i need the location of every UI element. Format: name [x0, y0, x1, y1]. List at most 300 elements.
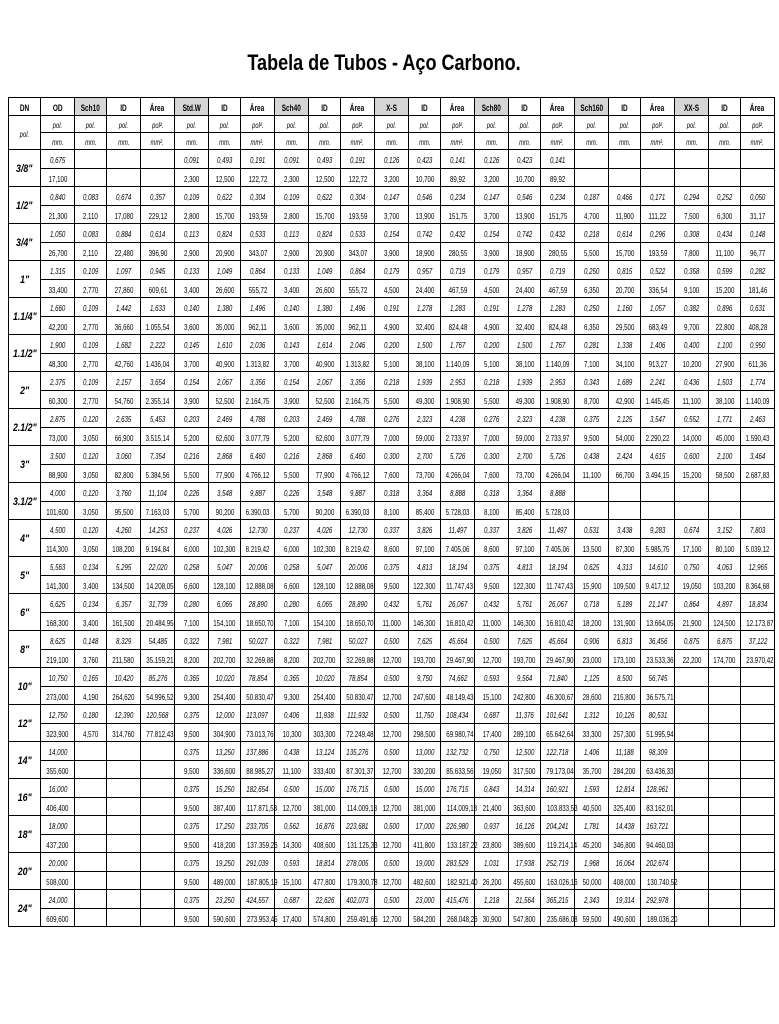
value-cell-text: 0,133	[183, 266, 200, 276]
value-cell-text: 3,364	[416, 488, 433, 498]
value-cell-text: 2,046	[349, 340, 366, 350]
value-cell	[441, 187, 475, 206]
unit-cell	[741, 133, 775, 150]
value-cell-text: 42,760	[114, 358, 133, 369]
value-cell-text: 74,662	[448, 673, 467, 683]
value-cell	[441, 853, 475, 872]
value-cell-text: 193,59	[248, 210, 267, 221]
value-cell	[375, 465, 409, 483]
value-cell	[709, 872, 741, 890]
value-cell-text: 5,100	[483, 358, 500, 369]
value-cell-text: 0,226	[283, 488, 300, 498]
value-cell	[309, 335, 341, 354]
value-cell	[709, 483, 741, 502]
value-cell	[641, 169, 675, 187]
value-cell-text: 17,100	[682, 543, 701, 554]
value-cell	[541, 335, 575, 354]
value-cell-text: 336,600	[213, 765, 236, 776]
unit-cell	[709, 116, 741, 133]
value-cell-text: 555,72	[348, 284, 367, 295]
unit-cell	[475, 116, 509, 133]
value-cell	[475, 150, 509, 169]
value-cell-text: 2,800	[283, 210, 300, 221]
value-cell-text: 15,900	[582, 580, 601, 591]
value-cell-text: 15,100	[482, 691, 501, 702]
value-cell	[209, 705, 241, 724]
value-cell	[209, 724, 241, 742]
value-cell	[209, 187, 241, 206]
value-cell	[541, 298, 575, 317]
value-cell	[75, 354, 107, 372]
value-cell	[575, 705, 609, 724]
value-cell-text: 9,500	[183, 802, 200, 813]
value-cell	[475, 890, 509, 909]
value-cell-text: 15,100	[282, 876, 301, 887]
value-cell-text: 3,464	[749, 451, 766, 461]
value-cell	[375, 890, 409, 909]
value-cell	[575, 650, 609, 668]
value-cell	[641, 224, 675, 243]
value-cell-text: 54,760	[114, 395, 133, 406]
value-cell	[541, 705, 575, 724]
value-cell-text: 3,600	[283, 321, 300, 332]
value-cell	[541, 187, 575, 206]
value-cell-text: 1,160	[616, 303, 633, 313]
value-cell	[275, 317, 309, 335]
value-cell-text: 0,140	[283, 303, 300, 313]
value-cell-text: 2,323	[416, 414, 433, 424]
value-cell-text: 59,000	[515, 432, 534, 443]
value-cell-text: 5,500	[483, 395, 500, 406]
value-cell-text: 3,700	[483, 210, 500, 221]
value-cell-text: 29,500	[615, 321, 634, 332]
value-cell	[107, 483, 141, 502]
value-cell-text: 0,500	[383, 895, 400, 905]
value-cell	[209, 280, 241, 298]
unit-cell	[75, 116, 107, 133]
value-cell	[509, 835, 541, 853]
value-cell	[141, 465, 175, 483]
value-cell	[41, 872, 75, 890]
value-cell-text: 0,120	[82, 488, 99, 498]
value-cell-text: 12,500	[215, 173, 234, 184]
unit-cell-text: mm.	[218, 138, 231, 147]
value-cell	[509, 779, 541, 798]
value-cell	[609, 428, 641, 446]
value-cell-text: 7,354	[149, 451, 166, 461]
value-cell-text: 0,864	[349, 266, 366, 276]
unit-cell	[541, 133, 575, 150]
value-cell-text: 9,887	[249, 488, 266, 498]
value-cell-text: 15,000	[315, 784, 334, 794]
unit-cell	[309, 133, 341, 150]
value-cell-text: 3,826	[516, 525, 533, 535]
value-cell	[609, 169, 641, 187]
value-cell	[209, 576, 241, 594]
value-cell	[141, 520, 175, 539]
value-cell-text: 0,281	[583, 340, 600, 350]
value-cell-text: 15,700	[615, 247, 634, 258]
table-row	[9, 520, 775, 539]
value-cell-text: 1.436,04	[145, 358, 170, 369]
header-cell	[209, 98, 241, 116]
value-cell-text: 3,547	[649, 414, 666, 424]
value-cell	[475, 631, 509, 650]
value-cell	[309, 798, 341, 816]
value-cell	[475, 724, 509, 742]
value-cell-text: 30,900	[482, 913, 501, 924]
value-cell	[107, 298, 141, 317]
value-cell	[175, 761, 209, 779]
dn-cell-text: 3/4"	[16, 237, 33, 249]
value-cell	[209, 872, 241, 890]
value-cell	[107, 169, 141, 187]
value-cell	[309, 576, 341, 594]
value-cell	[641, 409, 675, 428]
value-cell-text: 193,700	[513, 654, 536, 665]
value-cell	[209, 372, 241, 391]
value-cell-text: 3,438	[616, 525, 633, 535]
unit-cell	[275, 116, 309, 133]
unit-cell-text: mm.	[618, 138, 631, 147]
value-cell-text: 609,600	[46, 913, 69, 924]
header-cell	[9, 98, 41, 116]
value-cell	[409, 557, 441, 576]
value-cell	[341, 317, 375, 335]
value-cell-text: 283,529	[446, 858, 469, 868]
unit-cell-text: pol.	[186, 121, 197, 130]
value-cell-text: 10,700	[415, 173, 434, 184]
table-row	[9, 446, 775, 465]
value-cell-text: 3,700	[383, 210, 400, 221]
value-cell-text: 0,147	[383, 192, 400, 202]
value-cell	[75, 890, 107, 909]
value-cell-text: 0,120	[82, 451, 99, 461]
value-cell-text: 0,109	[283, 192, 300, 202]
unit-cell-text: pol.	[219, 121, 230, 130]
value-cell-text: 7,000	[383, 432, 400, 443]
value-cell-text: 4,897	[716, 599, 733, 609]
value-cell-text: 0,191	[483, 303, 500, 313]
value-cell	[709, 354, 741, 372]
unit-cell-text: pol.	[419, 121, 430, 130]
value-cell-text: 10,020	[215, 673, 234, 683]
value-cell	[309, 409, 341, 428]
value-cell	[709, 742, 741, 761]
dn-cell-text: 12"	[17, 718, 32, 730]
value-cell-text: 66,900	[114, 432, 133, 443]
value-cell-text: 1.908,90	[445, 395, 470, 406]
value-cell-text: 12,700	[282, 802, 301, 813]
value-cell	[741, 169, 775, 187]
value-cell-text: 16.810,42	[446, 617, 474, 628]
value-cell	[709, 576, 741, 594]
value-cell	[275, 594, 309, 613]
unit-cell	[175, 133, 209, 150]
value-cell	[241, 372, 275, 391]
dn-cell	[9, 631, 41, 668]
value-cell	[641, 909, 678, 927]
value-cell-text: 280,55	[548, 247, 567, 258]
value-cell-text: 10,420	[114, 673, 133, 683]
dn-cell-text: 16"	[17, 792, 32, 804]
value-cell-text: 11,376	[515, 710, 534, 720]
value-cell-text: 128,961	[646, 784, 669, 794]
value-cell-text: 114,300	[46, 543, 69, 554]
value-cell	[107, 613, 141, 631]
value-cell	[241, 298, 275, 317]
value-cell-text: 20,700	[615, 284, 634, 295]
value-cell-text: 0,280	[283, 599, 300, 609]
value-cell-text: 5,500	[283, 469, 300, 480]
value-cell-text: 32.269,88	[346, 654, 374, 665]
value-cell-text: 0,432	[383, 599, 400, 609]
value-cell	[609, 779, 641, 798]
value-cell-text: 90,200	[315, 506, 334, 517]
value-cell-text: 1.055,54	[145, 321, 170, 332]
table-row	[9, 150, 775, 169]
value-cell-text: 9.194,84	[145, 543, 170, 554]
value-cell-text: 85.633,56	[446, 765, 474, 776]
value-cell-text: 9,500	[383, 580, 400, 591]
unit-cell-text: pol.	[118, 121, 129, 130]
value-cell	[741, 687, 775, 705]
dn-cell	[9, 594, 41, 631]
value-cell	[675, 705, 709, 724]
unit-cell-text: pol.	[586, 121, 597, 130]
unit-cell-text: pol.	[386, 121, 397, 130]
value-cell	[541, 890, 575, 909]
value-cell	[641, 354, 675, 372]
value-cell-text: 0,276	[383, 414, 400, 424]
dn-cell	[9, 446, 41, 483]
value-cell-text: 9,750	[416, 673, 433, 683]
value-cell	[309, 224, 341, 243]
value-cell	[409, 576, 441, 594]
header-cell	[475, 98, 509, 116]
dn-cell-text: 2"	[19, 385, 30, 397]
value-cell	[375, 631, 409, 650]
value-cell	[75, 187, 107, 206]
value-cell-text: 1,049	[316, 266, 333, 276]
table-row	[9, 280, 775, 298]
dn-cell	[9, 298, 41, 335]
value-cell-text: 16.810,42	[546, 617, 574, 628]
value-cell-text: 0,134	[82, 562, 99, 572]
unit-cell	[141, 116, 175, 133]
value-cell-text: 0,200	[483, 340, 500, 350]
value-cell-text: 1,283	[549, 303, 566, 313]
value-cell-text: 113,097	[246, 710, 269, 720]
value-cell-text: 6,300	[716, 210, 733, 221]
value-cell-text: 490,600	[613, 913, 636, 924]
value-cell-text: 11.747,43	[546, 580, 573, 591]
value-cell	[675, 243, 709, 261]
value-cell-text: 3,760	[82, 654, 99, 665]
value-cell	[409, 243, 441, 261]
value-cell	[275, 446, 309, 465]
unit-cell-text: pol.	[619, 121, 630, 130]
value-cell	[475, 391, 509, 409]
value-cell	[441, 317, 475, 335]
value-cell	[441, 335, 475, 354]
value-cell	[375, 594, 409, 613]
header-cell	[709, 98, 741, 116]
value-cell-text: 89,92	[449, 173, 466, 184]
unit-cell-text: mm².	[250, 138, 265, 147]
value-cell	[409, 428, 441, 446]
value-cell	[641, 761, 675, 779]
value-cell	[441, 613, 475, 631]
value-cell-text: 11,104	[148, 488, 167, 498]
value-cell	[541, 391, 575, 409]
value-cell	[441, 502, 475, 520]
value-cell	[175, 724, 209, 742]
value-cell	[209, 298, 241, 317]
value-cell	[41, 650, 75, 668]
value-cell	[475, 705, 509, 724]
value-cell-text: 273.953,45	[246, 913, 278, 924]
value-cell	[709, 372, 741, 391]
value-cell-text: 257,300	[613, 728, 636, 739]
header-cell	[541, 98, 575, 116]
value-cell-text: 23.533,36	[646, 654, 674, 665]
value-cell-text: 609,61	[148, 284, 167, 295]
value-cell	[509, 742, 541, 761]
value-cell-text: 2,700	[416, 451, 433, 461]
value-cell	[75, 687, 107, 705]
value-cell	[541, 613, 575, 631]
value-cell	[675, 668, 709, 687]
value-cell-text: 35,000	[215, 321, 234, 332]
value-cell	[309, 169, 341, 187]
unit-cell	[709, 133, 741, 150]
value-cell	[241, 261, 275, 280]
value-cell-text: 9,283	[649, 525, 666, 535]
value-cell	[609, 631, 641, 650]
value-cell	[107, 687, 141, 705]
value-cell	[375, 428, 409, 446]
value-cell	[609, 705, 641, 724]
value-cell-text: 3,760	[115, 488, 132, 498]
value-cell-text: 82,800	[114, 469, 133, 480]
value-cell-text: 2,100	[716, 451, 733, 461]
value-cell	[609, 520, 641, 539]
value-cell	[209, 539, 241, 557]
value-cell	[541, 798, 578, 816]
value-cell-text: 50,027	[248, 636, 267, 646]
value-cell	[475, 853, 509, 872]
table-row	[9, 298, 775, 317]
value-cell	[475, 520, 509, 539]
value-cell	[41, 557, 75, 576]
value-cell	[275, 354, 309, 372]
value-cell	[309, 705, 341, 724]
value-cell-text: 15,700	[215, 210, 234, 221]
value-cell-text: 2.733,97	[445, 432, 470, 443]
dn-cell	[9, 224, 41, 261]
value-cell	[675, 391, 709, 409]
dn-cell-text: 3.1/2"	[12, 496, 37, 508]
value-cell-text: 408,000	[613, 876, 636, 887]
value-cell-text: 3,900	[183, 395, 200, 406]
header-cell-text: Sch40	[281, 102, 302, 113]
value-cell-text: 0,343	[583, 377, 600, 387]
value-cell-text: 31,17	[749, 210, 766, 221]
value-cell-text: 80,531	[648, 710, 667, 720]
value-cell	[309, 742, 341, 761]
value-cell	[341, 909, 378, 927]
value-cell	[475, 835, 509, 853]
value-cell	[41, 261, 75, 280]
value-cell-text: 1,900	[49, 340, 66, 350]
unit-cell-text: mm.	[585, 138, 598, 147]
value-cell	[741, 465, 775, 483]
unit-cell-text: pol².	[151, 121, 164, 130]
value-cell-text: 3,900	[283, 395, 300, 406]
value-cell-text: 12,730	[348, 525, 367, 535]
value-cell	[575, 853, 609, 872]
value-cell	[575, 354, 609, 372]
value-cell-text: 60,300	[48, 395, 67, 406]
value-cell	[75, 206, 107, 224]
value-cell	[209, 761, 241, 779]
value-cell	[675, 853, 709, 872]
value-cell-text: 3,400	[183, 284, 200, 295]
value-cell-text: 211,580	[112, 654, 135, 665]
value-cell	[409, 687, 441, 705]
value-cell	[575, 502, 609, 520]
value-cell-text: 2,300	[283, 173, 300, 184]
value-cell	[575, 224, 609, 243]
value-cell-text: 40,500	[582, 802, 601, 813]
value-cell	[741, 668, 775, 687]
value-cell	[107, 261, 141, 280]
value-cell-text: 3,700	[183, 358, 200, 369]
value-cell-text: 4.766,12	[345, 469, 370, 480]
value-cell-text: 77,900	[315, 469, 334, 480]
value-cell-text: 962,11	[248, 321, 267, 332]
value-cell-text: 20,000	[48, 858, 67, 868]
value-cell	[675, 650, 709, 668]
value-cell	[475, 816, 509, 835]
table-row	[9, 372, 775, 391]
value-cell	[209, 557, 241, 576]
value-cell	[175, 409, 209, 428]
value-cell-text: 0,322	[183, 636, 200, 646]
value-cell-text: 0,500	[383, 636, 400, 646]
value-cell	[75, 909, 107, 927]
value-cell	[641, 687, 675, 705]
value-cell	[475, 372, 509, 391]
value-cell-text: 0,493	[316, 155, 333, 165]
unit-cell-text: pol².	[651, 121, 664, 130]
value-cell-text: 9,100	[683, 284, 700, 295]
value-cell-text: 8,888	[549, 488, 566, 498]
value-cell	[609, 872, 641, 890]
value-cell	[275, 280, 309, 298]
value-cell	[541, 594, 575, 613]
value-cell-text: 18,194	[448, 562, 467, 572]
value-cell	[609, 243, 641, 261]
value-cell-text: 96,77	[749, 247, 766, 258]
value-cell-text: 1,283	[449, 303, 466, 313]
value-cell-text: 176,715	[446, 784, 469, 794]
value-cell	[141, 890, 175, 909]
table-row	[9, 687, 775, 705]
value-cell-text: 124,500	[713, 617, 736, 628]
value-cell-text: 0,375	[483, 562, 500, 572]
